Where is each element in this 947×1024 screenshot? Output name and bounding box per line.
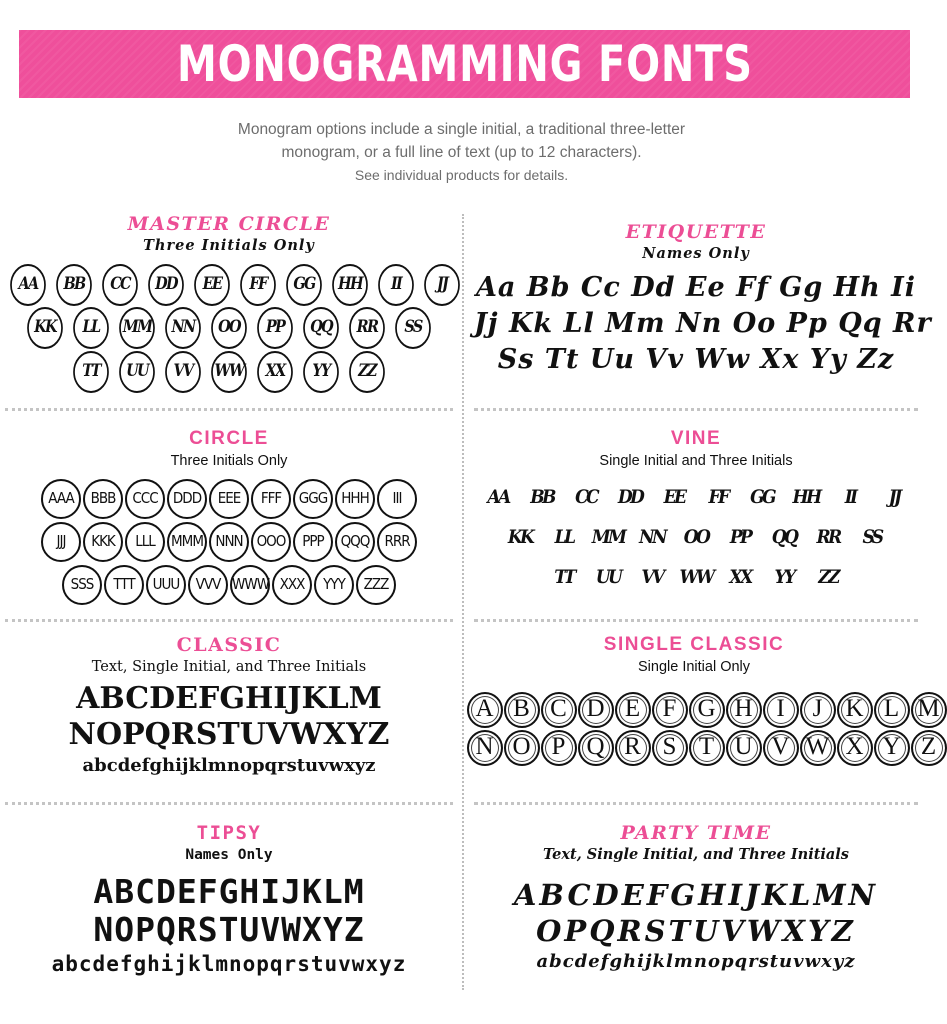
monogram-glyph: AA xyxy=(487,485,509,508)
sample-row: ABCDEFGHIJKLM xyxy=(76,681,382,716)
monogram-glyph: SS xyxy=(395,307,431,349)
monogram-glyph: QQ xyxy=(771,525,797,548)
monogram-glyph: J xyxy=(800,692,836,728)
monogram-glyph: TT xyxy=(554,565,574,588)
sample-row: Ss Tt Uu Vv Ww Xx Yy Zz xyxy=(497,344,895,375)
font-title: CIRCLE xyxy=(189,428,269,449)
monogram-glyph: HH xyxy=(332,264,368,306)
monogram-glyph: V xyxy=(763,730,799,766)
font-card-single-classic xyxy=(466,633,940,799)
monogram-glyph: AAA xyxy=(41,479,81,519)
monogram-glyph: EE xyxy=(194,264,230,306)
monogram-glyph: P xyxy=(541,730,577,766)
font-subtitle: Names Only xyxy=(185,847,273,863)
font-sample xyxy=(474,270,932,378)
monogram-glyph: X xyxy=(837,730,873,766)
monogram-glyph: DDD xyxy=(167,479,207,519)
monogram-glyph: WW xyxy=(211,351,247,393)
sample-row xyxy=(466,691,940,729)
monogram-glyph: XX xyxy=(257,351,293,393)
sample-row xyxy=(470,477,922,517)
font-sample xyxy=(466,691,940,767)
monogram-glyph: RRR xyxy=(377,522,417,562)
divider-right-3 xyxy=(474,802,918,805)
monogram-glyph: ZZ xyxy=(349,351,385,393)
divider-left-2 xyxy=(5,619,453,622)
sample-row xyxy=(5,520,453,563)
monogram-glyph: BB xyxy=(530,485,554,508)
monogram-glyph: ZZZ xyxy=(356,565,396,605)
monogram-glyph: N xyxy=(467,730,503,766)
font-sample xyxy=(5,262,453,393)
monogram-glyph: GGG xyxy=(293,479,333,519)
monogram-glyph: PPP xyxy=(293,522,333,562)
font-sample xyxy=(5,873,453,979)
monogram-glyph: III xyxy=(377,479,417,519)
monogram-glyph: CCC xyxy=(125,479,165,519)
font-card-etiquette xyxy=(474,220,932,402)
monogram-glyph: YY xyxy=(303,351,339,393)
monogram-glyph: KKK xyxy=(83,522,123,562)
monogram-glyph: VVV xyxy=(188,565,228,605)
font-subtitle: Text, Single Initial, and Three Initials xyxy=(543,846,849,863)
font-subtitle: Text, Single Initial, and Three Initials xyxy=(91,659,367,675)
monogram-glyph: U xyxy=(726,730,762,766)
intro-line-2: monogram, or a full line of text (up to 12 characters). xyxy=(281,144,642,161)
font-card-vine xyxy=(470,427,922,615)
monogram-glyph: MM xyxy=(591,525,625,548)
monogram-glyph: R xyxy=(615,730,651,766)
sample-row xyxy=(5,262,453,306)
monogram-glyph: JJ xyxy=(424,264,460,306)
font-card-tipsy xyxy=(5,821,453,1001)
font-sample xyxy=(5,477,453,606)
monogram-glyph: LLL xyxy=(125,522,165,562)
monogram-glyph: SSS xyxy=(62,565,102,605)
monogram-glyph: DD xyxy=(148,264,184,306)
monogram-glyph: MM xyxy=(119,307,155,349)
monogram-glyph: O xyxy=(504,730,540,766)
monogram-glyph: TTT xyxy=(104,565,144,605)
sample-row xyxy=(470,557,922,597)
font-title: TIPSY xyxy=(196,822,262,844)
sample-row: NOPQRSTUVWXYZ xyxy=(68,717,390,752)
monogram-glyph: G xyxy=(689,692,725,728)
monogram-glyph: C xyxy=(541,692,577,728)
monogram-glyph: BBB xyxy=(83,479,123,519)
monogram-glyph: KK xyxy=(507,525,533,548)
monogram-glyph: OO xyxy=(683,525,709,548)
monogram-glyph: BB xyxy=(56,264,92,306)
sample-row: ABCDEFGHIJKLMN xyxy=(513,878,879,912)
page-title: MONOGRAMMING FONTS xyxy=(176,35,753,93)
font-card-classic xyxy=(5,633,453,799)
monogram-glyph: CC xyxy=(102,264,138,306)
monogram-glyph: D xyxy=(578,692,614,728)
monogram-glyph: VV xyxy=(165,351,201,393)
monogram-glyph: UU xyxy=(119,351,155,393)
sample-row: Jj Kk Ll Mm Nn Oo Pp Qq Rr xyxy=(474,308,932,339)
monogram-glyph: CC xyxy=(575,485,597,508)
monogram-glyph: XX xyxy=(729,565,751,588)
monogram-glyph: Q xyxy=(578,730,614,766)
vertical-divider xyxy=(462,214,464,990)
sample-row: OPQRSTUVWXYZ xyxy=(536,914,856,948)
sample-row xyxy=(470,517,922,557)
monogram-glyph: JJJ xyxy=(41,522,81,562)
monogram-glyph: UUU xyxy=(146,565,186,605)
monogram-glyph: L xyxy=(874,692,910,728)
sample-row: abcdefghijklmnopqrstuvwxyz xyxy=(51,952,407,976)
font-card-circle xyxy=(5,427,453,615)
divider-left-3 xyxy=(5,802,453,805)
monogram-glyph: HHH xyxy=(335,479,375,519)
font-title: SINGLE CLASSIC xyxy=(603,634,785,655)
monogram-glyph: OO xyxy=(211,307,247,349)
monogram-glyph: RR xyxy=(816,525,840,548)
monogram-glyph: QQQ xyxy=(335,522,375,562)
monogram-glyph: A xyxy=(467,692,503,728)
monogram-glyph: FF xyxy=(240,264,276,306)
font-title: ETIQUETTE xyxy=(625,221,767,243)
monogram-glyph: NN xyxy=(165,307,201,349)
monogram-glyph: E xyxy=(615,692,651,728)
font-title: VINE xyxy=(670,428,722,449)
font-subtitle: Three Initials Only xyxy=(170,453,288,469)
divider-right-1 xyxy=(474,408,918,411)
sample-row: NOPQRSTUVWXYZ xyxy=(93,910,365,949)
font-sample xyxy=(5,681,453,779)
monogram-glyph: M xyxy=(911,692,947,728)
monogram-glyph: SS xyxy=(862,525,882,548)
sample-row: abcdefghijklmnopqrstuvwxyz xyxy=(82,755,376,776)
monogram-glyph: T xyxy=(689,730,725,766)
monogram-glyph: LL xyxy=(73,307,109,349)
font-title: MASTER CIRCLE xyxy=(127,213,331,235)
divider-left-1 xyxy=(5,408,453,411)
font-subtitle: Names Only xyxy=(642,245,750,262)
divider-right-2 xyxy=(474,619,918,622)
monogram-glyph: GG xyxy=(750,485,774,508)
sample-row xyxy=(5,349,453,393)
monogram-glyph: AA xyxy=(10,264,46,306)
monogram-glyph: HH xyxy=(792,485,820,508)
monogram-glyph: Y xyxy=(874,730,910,766)
monogram-glyph: WW xyxy=(679,565,713,588)
monogram-glyph: DD xyxy=(617,485,643,508)
sample-row: ABCDEFGHIJKLM xyxy=(93,872,365,911)
monogram-glyph: XXX xyxy=(272,565,312,605)
monogram-glyph: QQ xyxy=(303,307,339,349)
monogram-glyph: II xyxy=(844,485,856,508)
intro-text xyxy=(0,118,923,187)
monogram-glyph: NN xyxy=(639,525,665,548)
font-card-master-circle xyxy=(5,212,453,402)
sample-row xyxy=(466,729,937,767)
monogram-glyph: PP xyxy=(257,307,293,349)
monogram-glyph: Z xyxy=(911,730,947,766)
sample-row xyxy=(5,306,453,350)
monogram-glyph: YY xyxy=(774,565,794,588)
monogram-glyph: FF xyxy=(708,485,728,508)
monogram-glyph: K xyxy=(837,692,873,728)
monogram-glyph: GG xyxy=(286,264,322,306)
intro-line-3: See individual products for details. xyxy=(354,167,569,183)
font-subtitle: Single Initial Only xyxy=(637,659,751,675)
monogram-glyph: EEE xyxy=(209,479,249,519)
sample-row: abcdefghijklmnopqrstuvwxyz xyxy=(536,951,856,972)
font-sample xyxy=(470,477,922,597)
font-subtitle: Three Initials Only xyxy=(143,237,315,254)
monogram-glyph: TT xyxy=(73,351,109,393)
font-card-party-time xyxy=(474,821,918,1001)
monogram-glyph: H xyxy=(726,692,762,728)
monogram-glyph: B xyxy=(504,692,540,728)
monogram-glyph: I xyxy=(763,692,799,728)
monogram-glyph: F xyxy=(652,692,688,728)
monogram-glyph: LL xyxy=(554,525,574,548)
intro-line-1: Monogram options include a single initial, a traditional three-letter xyxy=(237,121,686,138)
monogram-glyph: UU xyxy=(595,565,621,588)
sample-row xyxy=(5,563,453,606)
font-sample xyxy=(474,877,918,975)
monogram-glyph: OOO xyxy=(251,522,291,562)
monogram-glyph: NNN xyxy=(209,522,249,562)
monogram-glyph: RR xyxy=(349,307,385,349)
monogram-glyph: JJ xyxy=(888,485,900,508)
header-banner xyxy=(19,30,910,98)
monogram-glyph: II xyxy=(378,264,414,306)
font-title: PARTY TIME xyxy=(620,822,772,844)
sample-row: Aa Bb Cc Dd Ee Ff Gg Hh Ii xyxy=(475,272,917,303)
monogram-glyph: KK xyxy=(27,307,63,349)
monogram-glyph: YYY xyxy=(314,565,354,605)
monogram-glyph: VV xyxy=(641,565,663,588)
monogram-glyph: W xyxy=(800,730,836,766)
monogram-glyph: ZZ xyxy=(818,565,838,588)
font-title: CLASSIC xyxy=(176,634,282,656)
monogram-glyph: EE xyxy=(663,485,685,508)
font-subtitle: Single Initial and Three Initials xyxy=(599,453,793,469)
monogram-glyph: PP xyxy=(729,525,751,548)
monogram-glyph: WWW xyxy=(230,565,270,605)
sample-row xyxy=(5,477,453,520)
monogram-glyph: FFF xyxy=(251,479,291,519)
monogram-glyph: S xyxy=(652,730,688,766)
monogram-glyph: MMM xyxy=(167,522,207,562)
